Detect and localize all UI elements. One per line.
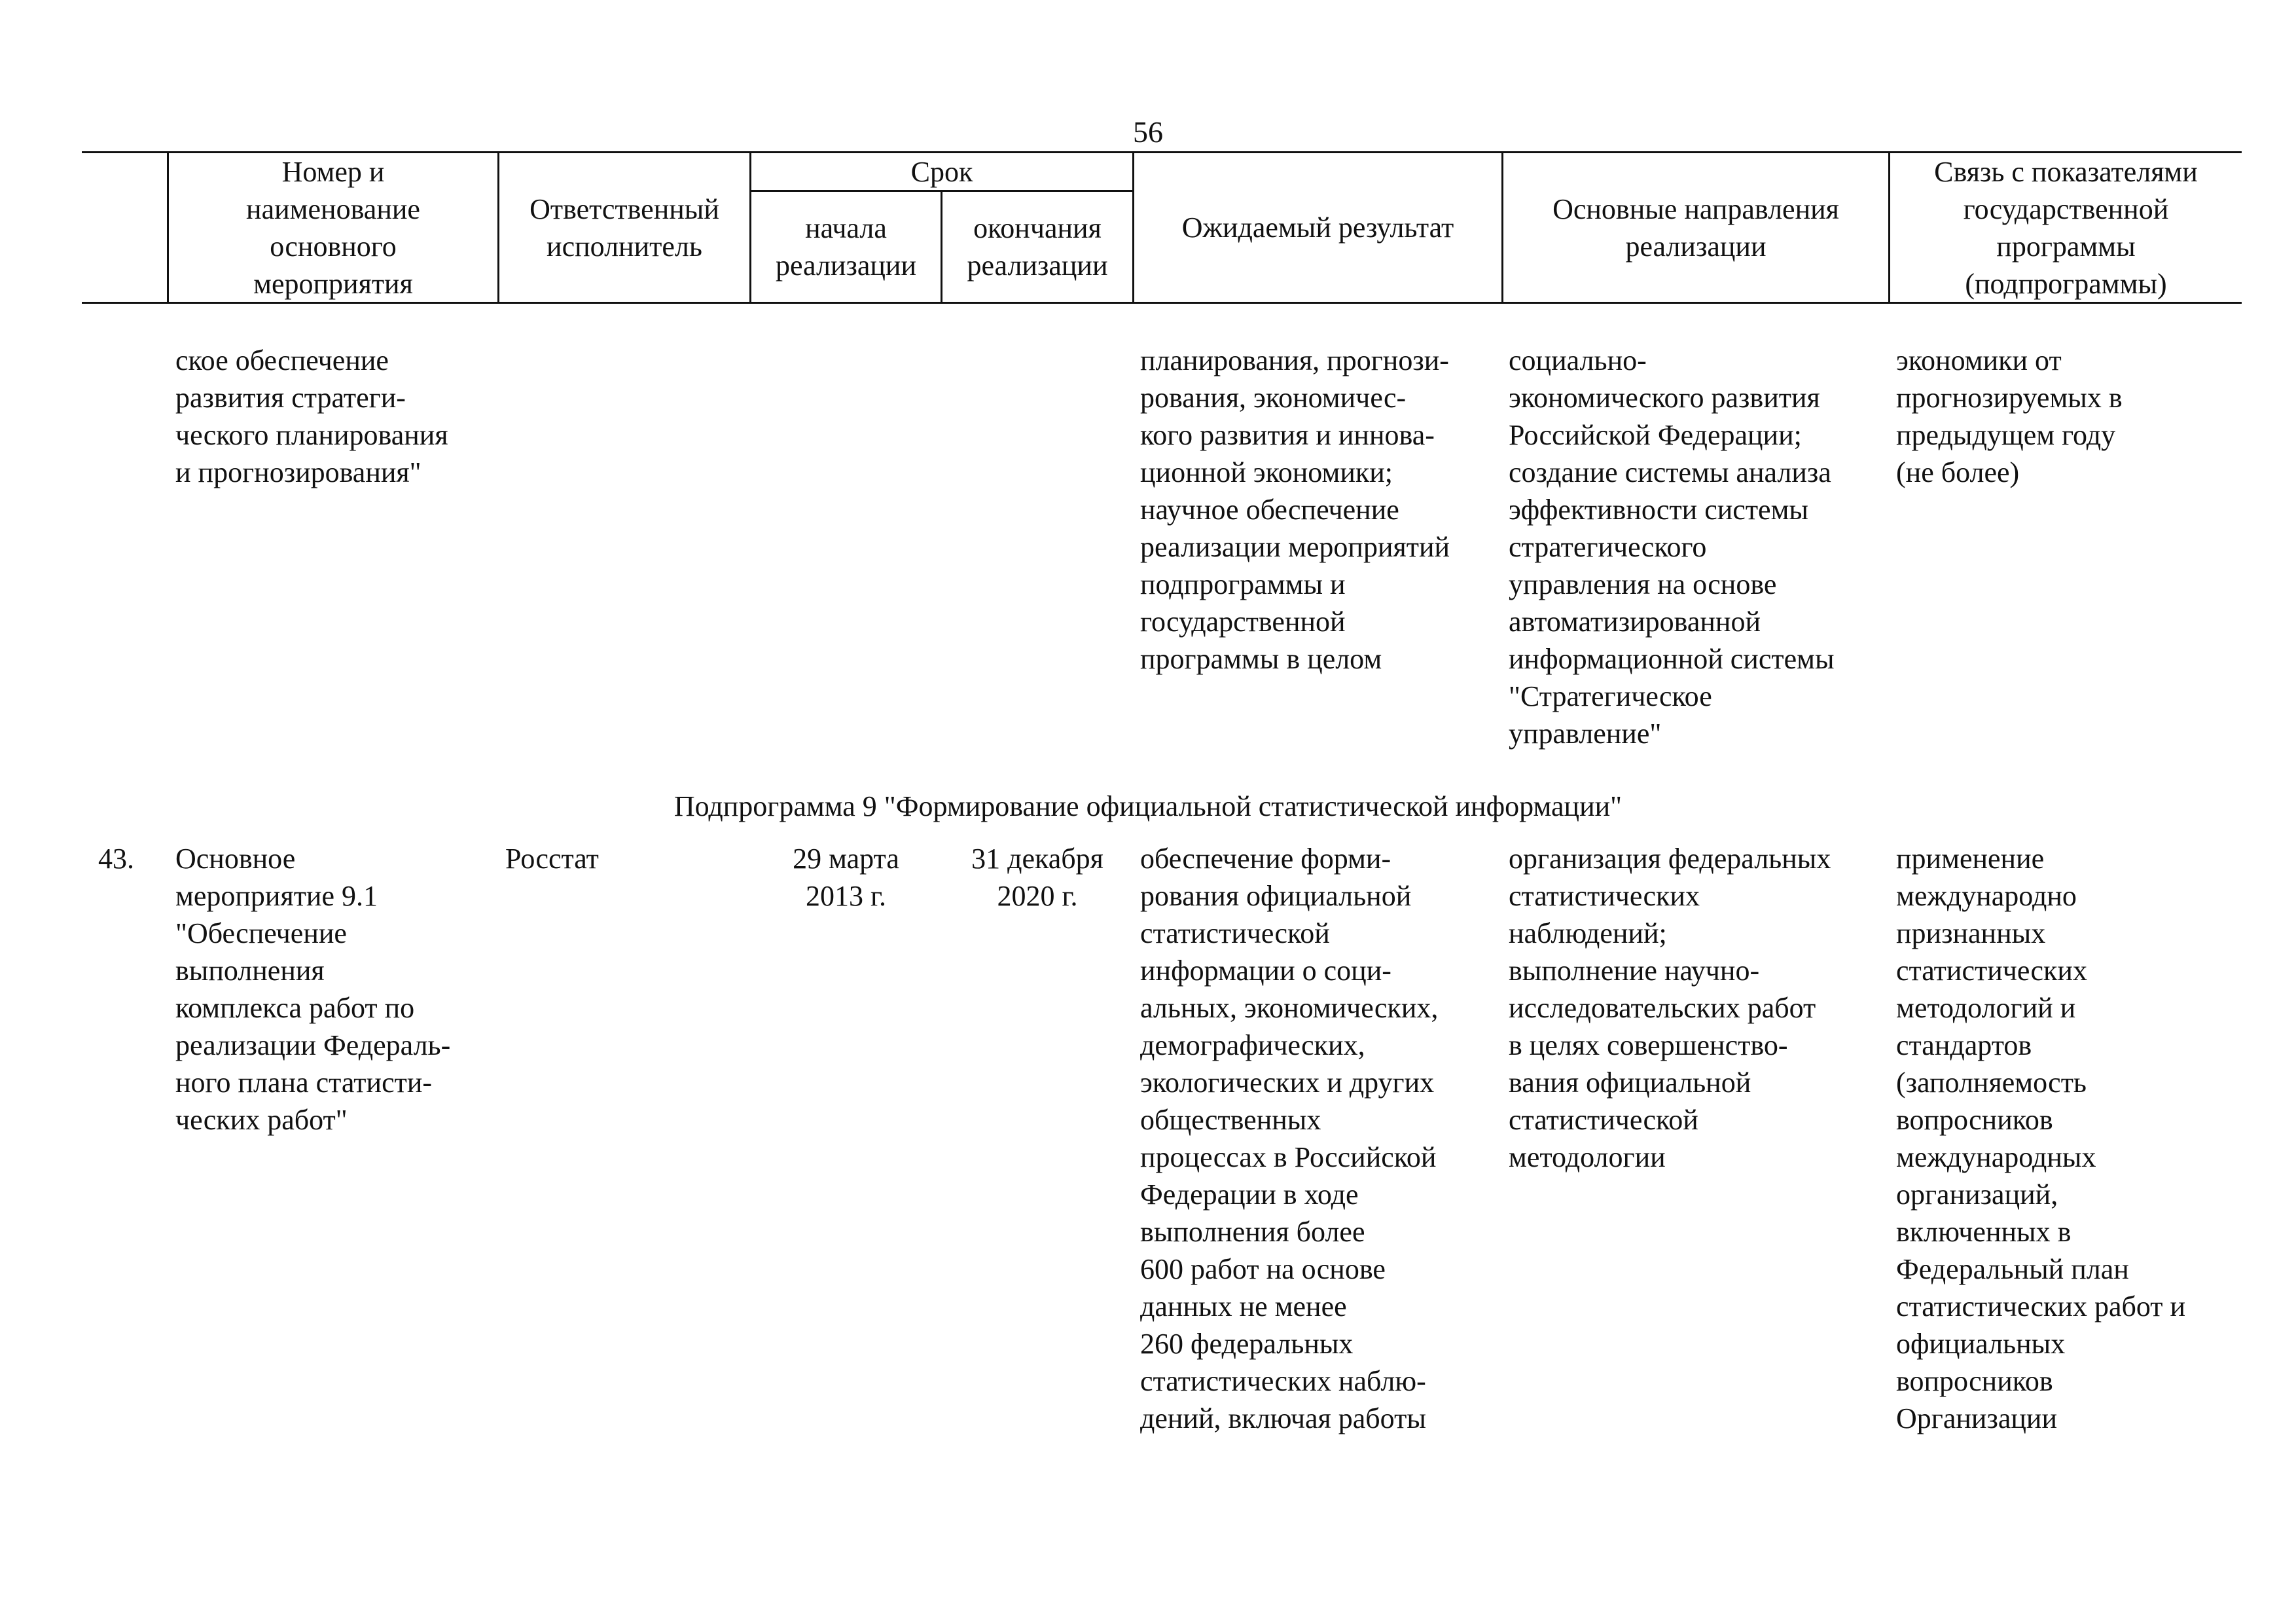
header-name-text: Номер и наименование основного мероприятия [246, 155, 420, 300]
header-link [1890, 153, 2242, 302]
subprogram-title: Подпрограмма 9 "Формирование официальной статистической информации" [673, 790, 1623, 822]
header-name [169, 153, 497, 302]
header-executor [499, 153, 749, 302]
row-43-name: Основное мероприятие 9.1 "Обеспечение выполнения комплекса работ по реализации Федераль- ного плана статисти- ческих работ" [175, 843, 451, 1136]
header-term-text: Срок [910, 155, 973, 188]
header-executor-text: Ответственный исполнитель [529, 192, 719, 263]
header-result [1134, 153, 1501, 302]
header-link-text: Связь с показателями государственной программы (подпрограммы) [1934, 155, 2198, 300]
continued-row-result: планирования, прогнози- рования, экономичес- кого развития и иннова- ционной экономики; научное обеспечение реализации мероприятий подпрограммы и государственной программы в целом [1140, 344, 1450, 675]
page-number: 56 [1133, 115, 1163, 149]
continued-row-link: экономики от прогнозируемых в предыдущем году (не более) [1896, 344, 2123, 488]
continued-row-name: ское обеспечение развития стратеги- ческого планирования и прогнозирования" [175, 344, 448, 488]
continued-row-directions: социально- экономического развития Российской Федерации; создание системы анализа эффективности системы стратегического управления на основе автоматизированной информационной системы "Стратегическое управление" [1509, 344, 1835, 750]
header-end-text: окончания реализации [967, 212, 1108, 282]
header-directions [1503, 153, 1888, 302]
row-43-end: 31 декабря 2020 г. [971, 843, 1103, 912]
row-43-executor: Росстат [505, 843, 599, 875]
row-43-directions: организация федеральных статистических наблюдений; выполнение научно- исследовательских работ в целях совершенство- вания официальной статистической методологии [1509, 843, 1831, 1173]
header-end [942, 192, 1132, 302]
row-43-link: применение международно признанных статистических методологий и стандартов (заполняемость вопросников международных организаций, включенных в Федеральный план статистических работ и официальных вопросников Организации [1896, 843, 2186, 1434]
row-43-number: 43. [98, 843, 134, 875]
header-term [751, 153, 1132, 190]
row-43-start: 29 марта 2013 г. [793, 843, 899, 912]
header-result-text: Ожидаемый результат [1181, 211, 1454, 244]
header-start [751, 192, 941, 302]
header-start-text: начала реализации [775, 212, 917, 282]
header-directions-text: Основные направления реализации [1552, 192, 1839, 263]
row-43-result: обеспечение форми- рования официальной статистической информации о соци- альных, экономических, демографических, экологических и других общественных процессах в Российской Федерации в ходе выполнения более 600 работ на основе данных не менее 260 федеральных статистических наблю- дений, включая работы [1140, 843, 1439, 1434]
